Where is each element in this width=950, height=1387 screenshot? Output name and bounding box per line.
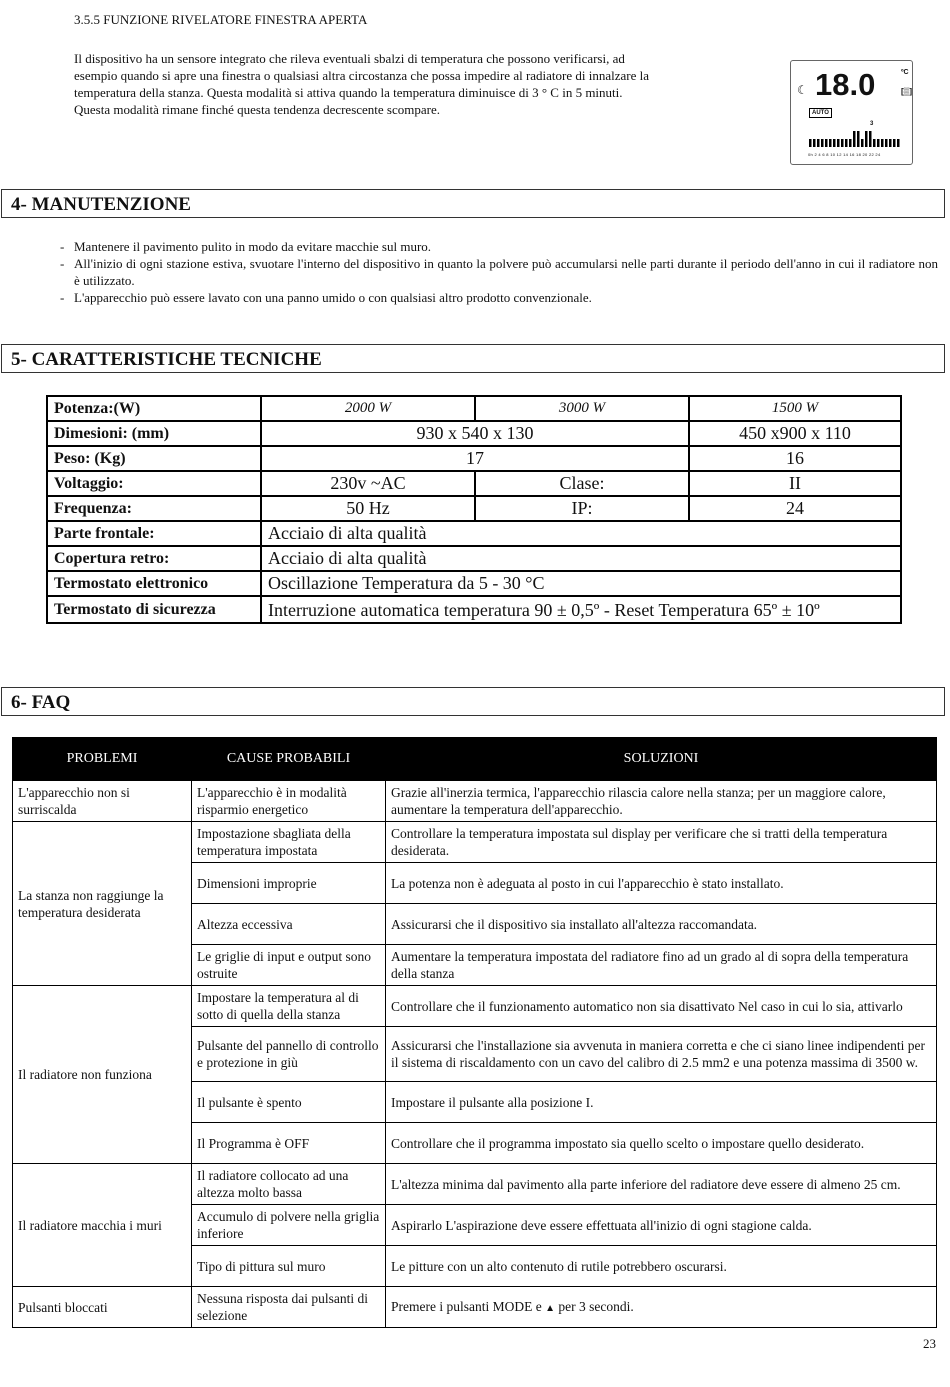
spec-label: Parte frontale:	[47, 521, 261, 546]
spec-value: 3000 W	[475, 396, 689, 421]
display-marker: 3	[870, 121, 874, 127]
paragraph-line: temperatura della stanza. Questa modalità si attiva quando la temperatura diminuisce di 3 ° C in 5 minuti.	[74, 85, 623, 100]
cause-cell: Impostare la temperatura al di sotto di quella della stanza	[192, 986, 386, 1027]
section-header-maintenance: 4- MANUTENZIONE	[1, 189, 945, 218]
spec-label: Copertura retro:	[47, 546, 261, 571]
spec-label: Termostato elettronico	[47, 571, 261, 596]
solution-cell: La potenza non è adeguata al posto in cui l'apparecchio è stato installato.	[386, 863, 937, 904]
paragraph-line: esempio quando si apre una finestra o qualsiasi altra circostanza che possa impedire al radiatore di innalzare la	[74, 68, 650, 83]
spec-value: II	[689, 471, 901, 496]
solution-text: per 3 secondi.	[558, 1298, 634, 1314]
cause-cell: Nessuna risposta dai pulsanti di selezione	[192, 1287, 386, 1328]
problem-cell: Il radiatore non funziona	[13, 986, 192, 1164]
spec-value: 17	[261, 446, 689, 471]
auto-mode-badge: AUTO	[809, 108, 832, 118]
radiator-icon: [▒]	[901, 87, 912, 96]
table-row	[47, 421, 901, 446]
specs-table	[46, 395, 902, 624]
table-row	[47, 521, 901, 546]
display-temperature: 18.0	[815, 67, 876, 102]
spec-value: Acciaio di alta qualità	[261, 521, 901, 546]
spec-value: 230v ~AC	[261, 471, 475, 496]
spec-value: Interruzione automatica temperatura 90 ± 0,5º - Reset Temperatura 65º ± 10º	[261, 596, 901, 623]
table-row	[47, 471, 901, 496]
spec-value: Acciaio di alta qualità	[261, 546, 901, 571]
table-row	[47, 396, 901, 421]
table-row	[13, 986, 937, 1027]
table-row	[13, 1287, 937, 1328]
table-row	[47, 496, 901, 521]
list-item: - L'apparecchio può essere lavato con una panno umido o con qualsiasi altro prodotto convenzionale.	[60, 289, 938, 306]
spec-value: Oscillazione Temperatura da 5 - 30 °C	[261, 571, 901, 596]
spec-value: 1500 W	[689, 396, 901, 421]
cause-cell: Le griglie di input e output sono ostruite	[192, 945, 386, 986]
solution-cell: Impostare il pulsante alla posizione I.	[386, 1082, 937, 1123]
table-row	[47, 446, 901, 471]
table-row	[47, 596, 901, 623]
spec-value: 16	[689, 446, 901, 471]
program-bars	[809, 129, 903, 147]
cause-cell: L'apparecchio è in modalità risparmio energetico	[192, 781, 386, 822]
column-header: CAUSE PROBABILI	[192, 738, 386, 781]
display-unit: ºC	[901, 69, 909, 76]
spec-value: 2000 W	[261, 396, 475, 421]
solution-cell: L'altezza minima dal pavimento alla parte inferiore del radiatore deve essere di almeno 25 cm.	[386, 1164, 937, 1205]
solution-cell: Assicurarsi che il dispositivo sia installato all'altezza raccomandata.	[386, 904, 937, 945]
solution-cell: Controllare la temperatura impostata sul display per verificare che si tratti della temperatura desiderata.	[386, 822, 937, 863]
cause-cell: Dimensioni improprie	[192, 863, 386, 904]
cause-cell: Impostazione sbagliata della temperatura impostata	[192, 822, 386, 863]
problem-cell: Il radiatore macchia i muri	[13, 1164, 192, 1287]
spec-label: Termostato di sicurezza	[47, 596, 261, 623]
spec-label: Dimesioni: (mm)	[47, 421, 261, 446]
section-header-faq: 6- FAQ	[1, 687, 945, 716]
problem-cell: Pulsanti bloccati	[13, 1287, 192, 1328]
spec-value: 930 x 540 x 130	[261, 421, 689, 446]
spec-label: IP:	[475, 496, 689, 521]
paragraph-line: Il dispositivo ha un sensore integrato che rileva eventuali sbalzi di temperatura che possono verificarsi, ad	[74, 51, 625, 66]
spec-label: Frequenza:	[47, 496, 261, 521]
page-number: 23	[923, 1336, 936, 1351]
paragraph-line: Questa modalità rimane finché questa tendenza decrescente scompare.	[74, 102, 440, 117]
table-row	[13, 822, 937, 863]
faq-table	[12, 737, 937, 1328]
table-row	[13, 781, 937, 822]
spec-label: Potenza:(W)	[47, 396, 261, 421]
solution-cell: Le pitture con un alto contenuto di rutile potrebbero oscurarsi.	[386, 1246, 937, 1287]
section-header-specs: 5- CARATTERISTICHE TECNICHE	[1, 344, 945, 373]
up-arrow-icon: ▲	[545, 1302, 555, 1314]
solution-cell: Controllare che il funzionamento automatico non sia disattivato Nel caso in cui lo sia, attivarlo	[386, 986, 937, 1027]
solution-cell: Aspirarlo L'aspirazione deve essere effettuata all'inizio di ogni stagione calda.	[386, 1205, 937, 1246]
problem-cell: L'apparecchio non si surriscalda	[13, 781, 192, 822]
spec-label: Clase:	[475, 471, 689, 496]
cause-cell: Il Programma è OFF	[192, 1123, 386, 1164]
cause-cell: Pulsante del pannello di controllo e protezione in giù	[192, 1027, 386, 1082]
cause-cell: Il radiatore collocato ad una altezza molto bassa	[192, 1164, 386, 1205]
maintenance-list	[60, 238, 938, 306]
table-row	[47, 546, 901, 571]
solution-cell: Aumentare la temperatura impostata del radiatore fino ad un grado al di sopra della temperatura della stanza	[386, 945, 937, 986]
solution-text: Premere i pulsanti MODE e	[391, 1298, 542, 1314]
solution-cell: Assicurarsi che l'installazione sia avvenuta in maniera corretta e che ci siano linee indipendenti per il sistema di riscaldamento con un cavo del calibro di 2.5 mm2 e una potenza massima di 3500 w.	[386, 1027, 937, 1082]
table-header-row	[13, 738, 937, 781]
column-header: PROBLEMI	[13, 738, 192, 781]
list-item: - All'inizio di ogni stazione estiva, svuotare l'interno del dispositivo in quanto la polvere può accumularsi nelle parti durante il periodo dell'anno in cui il radiatore non è utilizzato.	[60, 255, 938, 289]
cause-cell: Il pulsante è spento	[192, 1082, 386, 1123]
cause-cell: Tipo di pittura sul muro	[192, 1246, 386, 1287]
cause-cell: Accumulo di polvere nella griglia inferiore	[192, 1205, 386, 1246]
thermostat-display	[790, 60, 913, 165]
spec-label: Voltaggio:	[47, 471, 261, 496]
solution-cell: Grazie all'inerzia termica, l'apparecchio rilascia calore nella stanza; per un maggiore calore, aumentare la temperatura dell'apparecchio.	[386, 781, 937, 822]
column-header: SOLUZIONI	[386, 738, 937, 781]
window-detector-paragraph	[74, 50, 770, 118]
problem-cell: La stanza non raggiunge la temperatura desiderata	[13, 822, 192, 986]
list-item: - Mantenere il pavimento pulito in modo da evitare macchie sul muro.	[60, 238, 938, 255]
solution-cell	[386, 1287, 937, 1328]
spec-value: 450 x900 x 110	[689, 421, 901, 446]
moon-icon: ☾	[797, 83, 808, 97]
section-subtitle: 3.5.5 FUNZIONE RIVELATORE FINESTRA APERTA	[74, 12, 368, 27]
hour-scale: 0h 2 4 6 8 10 12 14 16 18 20 22 24	[808, 152, 881, 157]
table-row	[47, 571, 901, 596]
cause-cell: Altezza eccessiva	[192, 904, 386, 945]
spec-value: 24	[689, 496, 901, 521]
solution-cell: Controllare che il programma impostato sia quello scelto o impostare quello desiderato.	[386, 1123, 937, 1164]
spec-label: Peso: (Kg)	[47, 446, 261, 471]
spec-value: 50 Hz	[261, 496, 475, 521]
table-row	[13, 1164, 937, 1205]
